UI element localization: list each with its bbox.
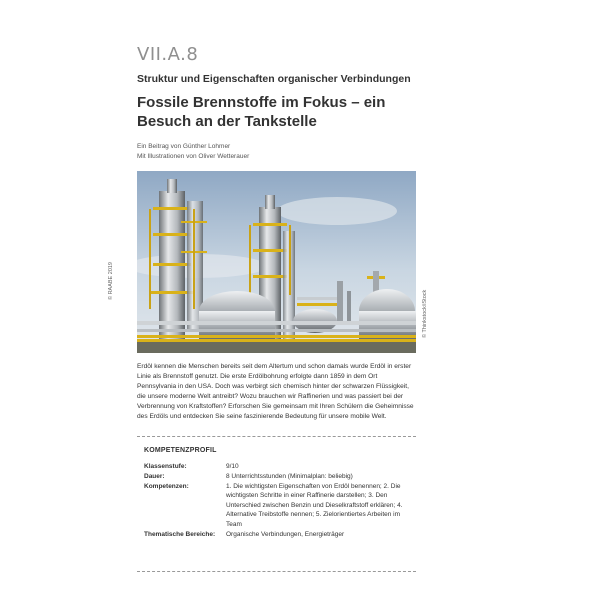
section-code: VII.A.8 xyxy=(137,44,199,65)
photo-credit: © Thinkstock/iStock xyxy=(422,289,428,338)
profile-value: 1. Die wichtigsten Eigenschaften von Erdöl benennen; 2. Die wichtigsten Schritte in einer Raffinerie darstellen; 3. Den Unterschied zwischen Benzin und Dieselkraftstoff erklären; 4. Alternative Treibstoffe nennen; 5. Zielorientiertes Arbeiten im Team xyxy=(226,483,403,528)
refinery-photo xyxy=(137,171,416,353)
profile-key: Klassenstufe: xyxy=(144,463,187,470)
profile-top-divider xyxy=(137,436,416,437)
profile-key: Dauer: xyxy=(144,473,165,480)
page-title: Fossile Brennstoffe im Fokus – ein Besuch an der Tankstelle xyxy=(137,94,386,130)
copyright-notice: © RAABE 2019 xyxy=(108,262,114,300)
illustrator-line: Mit Illustrationen von Oliver Wetterauer xyxy=(137,153,250,160)
subject-heading: Struktur und Eigenschaften organischer Verbindungen xyxy=(137,73,411,85)
profile-key: Kompetenzen: xyxy=(144,483,189,490)
profile-row-grade xyxy=(144,462,414,471)
author-line: Ein Beitrag von Günther Lohmer xyxy=(137,143,231,150)
profile-value: 8 Unterrichtsstunden (Minimalplan: beliebig) xyxy=(226,473,353,480)
profile-row-competencies xyxy=(144,482,414,529)
profile-value: 9/10 xyxy=(226,463,239,470)
profile-row-duration xyxy=(144,472,414,481)
profile-heading: KOMPETENZPROFIL xyxy=(144,447,217,454)
profile-bottom-divider xyxy=(137,571,416,572)
profile-row-topics xyxy=(144,530,414,539)
competence-profile xyxy=(144,462,414,540)
intro-paragraph: Erdöl kennen die Menschen bereits seit dem Altertum und schon damals wurde Erdöl in erster Linie als Brennstoff genutzt. Die erste Erdölbohrung erfolgte dann 1859 in dem Ort Pennsylvania in den USA. Doch was verbirgt sich chemisch hinter der schwarzen Flüssigkeit, die unsere moderne Welt antreibt? Wozu brauchen wir Raffinerien und was passiert bei der Verbrennung von Kraftstoffen? Erforschen Sie gemeinsam mit Ihren Schülern die Geheimnisse des Erdöls und entdecken Sie seine faszinierende Bedeutung für unsere mobile Welt. xyxy=(137,363,414,420)
profile-key: Thematische Bereiche: xyxy=(144,530,216,538)
byline xyxy=(137,142,249,162)
profile-value: Organische Verbindungen, Energieträger xyxy=(226,530,345,538)
